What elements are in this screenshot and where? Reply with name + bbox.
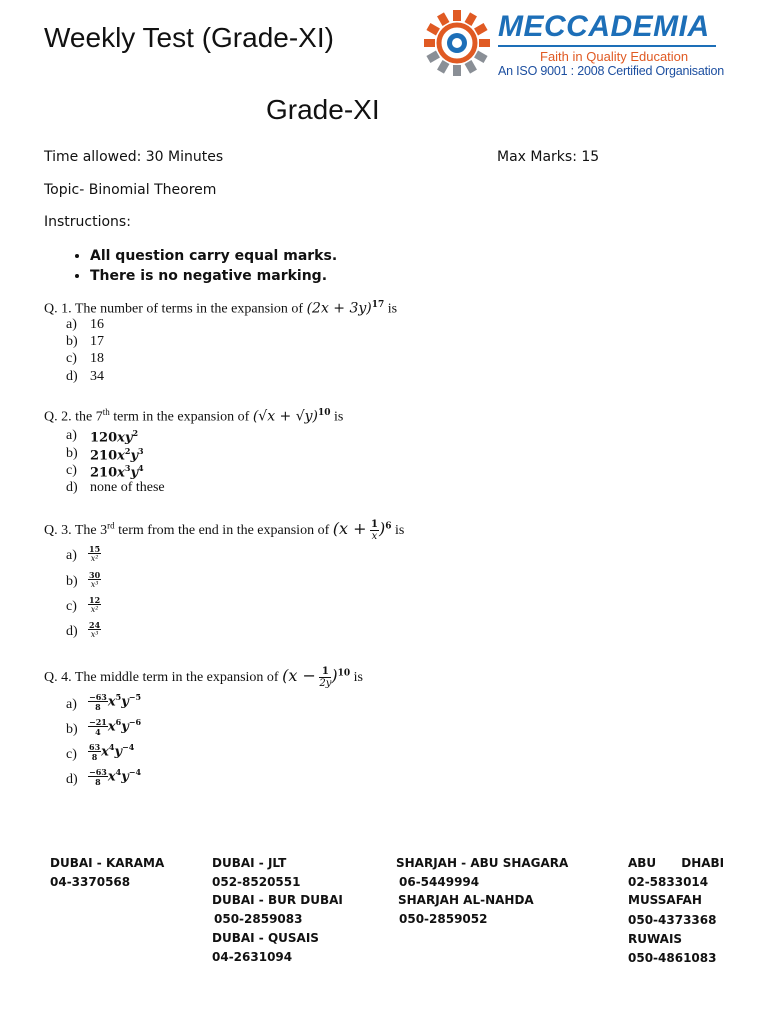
gear-emblem-icon — [424, 8, 490, 78]
q1-option-a-letter: a) — [66, 317, 77, 332]
instructions-list — [66, 246, 337, 286]
phone-mussafah: 050-4373368 — [628, 913, 717, 927]
q3-option-b-letter: b) — [66, 574, 78, 589]
q2-option-a-letter: a) — [66, 428, 77, 443]
q3-option-d-letter: d) — [66, 624, 78, 639]
question-3-fraction: $\frac{1}{x}$ — [371, 518, 378, 542]
grade-heading: Grade-XI — [266, 94, 380, 125]
q3-option-d: $\frac{24}{\text{x³}}$ — [89, 619, 101, 639]
q4-option-d-letter: d) — [66, 772, 78, 787]
q1-option-b-letter: b) — [66, 334, 78, 349]
phone-ruwais: 050-4861083 — [628, 951, 717, 965]
q4-option-c-letter: c) — [66, 747, 77, 762]
q1-option-c: 18 — [90, 351, 104, 366]
phone-karama: 04-3370568 — [50, 875, 131, 889]
max-marks: Max Marks: 15 — [497, 149, 600, 165]
question-2-text-a: Q. 2. the 7 — [44, 409, 103, 425]
question-3-expr-open: (x + — [332, 519, 367, 538]
instructions-label: Instructions: — [44, 214, 131, 230]
q3-option-c: $\frac{12}{\text{x²}}$ — [89, 594, 101, 614]
branch-karama: DUBAI - KARAMA — [50, 856, 165, 870]
branch-bur-dubai: DUBAI - BUR DUBAI — [212, 893, 343, 907]
q2-option-d: none of these — [90, 480, 165, 495]
question-4-power: 10 — [337, 668, 351, 679]
q3-option-c-letter: c) — [66, 599, 77, 614]
question-1-expression: (2x + 3y) — [306, 300, 372, 317]
question-2-text-b: term in the expansion of — [113, 409, 250, 425]
topic: Topic- Binomial Theorem — [44, 182, 217, 198]
q4-option-b: $\frac{-21}{4}$ $x^6y^{-6}$ — [89, 716, 142, 737]
question-4-suffix: is — [353, 670, 363, 685]
q2-option-a: $120xy^2$ — [90, 428, 139, 446]
question-3-suffix: is — [394, 523, 405, 538]
branch-abu-shagara: SHARJAH - ABU SHAGARA — [396, 856, 569, 870]
question-3 — [44, 519, 404, 542]
phone-qusais: 04-2631094 — [212, 950, 293, 964]
question-3-text-b: term from the end in the expansion of — [118, 523, 330, 538]
q2-option-b: $210x^2y^3$ — [90, 446, 144, 464]
q1-option-d: 34 — [90, 369, 104, 384]
branch-jlt: DUBAI - JLT — [212, 856, 287, 870]
q4-option-c: $\frac{63}{8}$ $x^4y^{-4}$ — [89, 741, 135, 762]
phone-al-nahda: 050-2859052 — [399, 912, 488, 926]
q2-option-d-letter: d) — [66, 480, 78, 495]
time-allowed: Time allowed: 30 Minutes — [44, 149, 224, 165]
question-1-text: Q. 1. The number of terms in the expansion of — [44, 301, 304, 317]
logo-divider — [498, 45, 716, 47]
q3-option-a: $\frac{15}{\text{x²}}$ — [89, 543, 101, 563]
question-2 — [44, 407, 343, 426]
phone-abu-shagara: 06-5449994 — [399, 875, 480, 889]
q3-option-a-letter: a) — [66, 548, 77, 563]
phone-bur-dubai: 050-2859083 — [214, 912, 303, 926]
question-3-power: 6 — [385, 521, 392, 532]
question-1-power: 17 — [371, 300, 385, 310]
q4-option-a: $\frac{-63}{8}$ $x^5y^{-5}$ — [89, 691, 142, 712]
question-1-suffix: is — [387, 301, 398, 317]
branch-abu-dhabi: ABU DHABI — [628, 856, 725, 870]
q1-option-b: 17 — [90, 334, 104, 349]
question-4 — [44, 666, 363, 689]
q2-option-b-letter: b) — [66, 446, 78, 461]
branch-mussafah: MUSSAFAH — [628, 893, 702, 907]
q1-option-d-letter: d) — [66, 369, 78, 384]
question-2-power: 10 — [318, 408, 331, 418]
q3-option-b: $\frac{30}{\text{x³}}$ — [89, 569, 101, 589]
question-3-ordinal: rd — [107, 520, 115, 531]
question-3-expr-close: ) — [378, 519, 386, 538]
logo-tagline: Faith in Quality Education — [540, 49, 689, 64]
branch-qusais: DUBAI - QUSAIS — [212, 931, 319, 945]
question-2-expression: (√x + √y) — [252, 408, 319, 425]
phone-jlt: 052-8520551 — [212, 875, 301, 889]
question-2-suffix: is — [334, 409, 344, 425]
question-2-ordinal: th — [102, 407, 110, 417]
instruction-item: • All question carry equal marks. — [90, 246, 337, 266]
q2-option-c-letter: c) — [66, 463, 77, 478]
logo-wordmark: MECCADEMIA — [498, 10, 710, 43]
question-4-expr-close: ) — [331, 666, 338, 685]
q4-option-a-letter: a) — [66, 697, 77, 712]
phone-abu-dhabi: 02-5833014 — [628, 875, 709, 889]
question-1 — [44, 300, 397, 318]
meccademia-logo — [424, 6, 724, 80]
logo-iso-line: An ISO 9001 : 2008 Certified Organisation — [498, 64, 724, 78]
q4-option-b-letter: b) — [66, 722, 78, 737]
question-4-fraction: $\frac{1}{2y}$ — [319, 665, 332, 689]
question-3-text-a: Q. 3. The 3 — [44, 523, 108, 538]
test-title: Weekly Test (Grade-XI) — [44, 22, 334, 53]
q1-option-a: 16 — [90, 317, 104, 332]
instruction-item: • There is no negative marking. — [90, 266, 337, 286]
branch-ruwais: RUWAIS — [628, 932, 683, 946]
question-4-text: Q. 4. The middle term in the expansion of — [44, 670, 279, 685]
branch-al-nahda: SHARJAH AL-NAHDA — [398, 893, 534, 907]
q2-option-c: $210x^3y^4$ — [90, 463, 144, 481]
q4-option-d: $\frac{-63}{8}$ $x^4y^{-4}$ — [89, 766, 142, 787]
q1-option-c-letter: c) — [66, 351, 77, 366]
question-4-expr-open: (x − — [282, 666, 316, 685]
